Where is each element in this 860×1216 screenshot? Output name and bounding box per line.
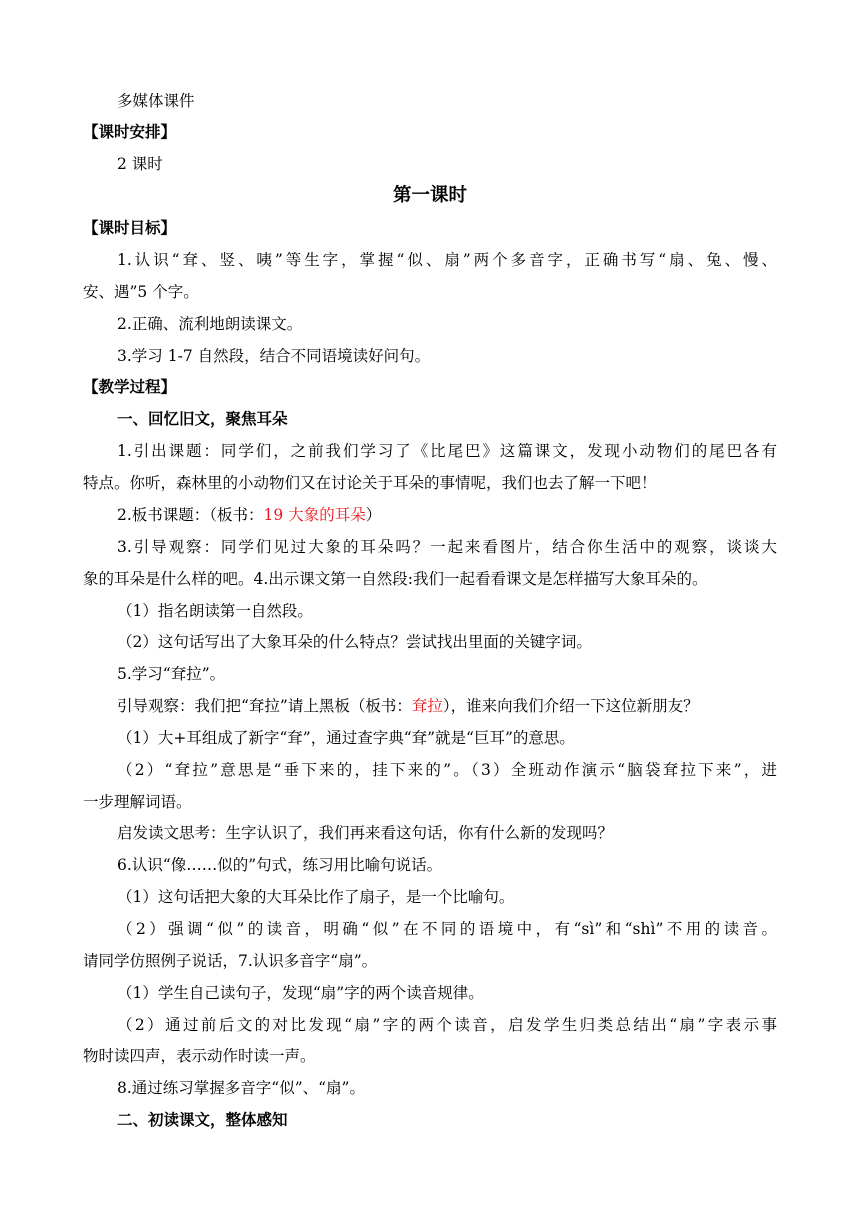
section-1-heading: 一、回忆旧文，聚焦耳朵 — [117, 409, 288, 428]
board-word-red: 耷拉 — [411, 697, 443, 715]
paragraph-5: （2）这句话写出了大象耳朵的什么特点？尝试找出里面的关键字词。 — [117, 633, 592, 651]
paragraph-3-line-1: 3.引导观察：同学们见过大象的耳朵吗？一起来看图片，结合你生活中的观察，谈谈大 — [117, 538, 777, 556]
paragraph-2-prefix: 2.板书课题：（板书： — [117, 506, 264, 524]
paragraph-9-line-1: （2）“耷拉”意思是“垂下来的，挂下来的”。（3）全班动作演示“脑袋耷拉下来”，进 — [117, 761, 777, 779]
goal-2: 2.正确、流利地朗读课文。 — [117, 315, 303, 333]
schedule-heading: 【课时安排】 — [83, 122, 177, 141]
schedule-text: 2 课时 — [117, 155, 163, 173]
paragraph-6: 5.学习“耷拉”。 — [117, 665, 226, 683]
paragraph-14: （1）学生自己读句子，发现“扇”字的两个读音规律。 — [117, 984, 484, 1002]
paragraph-7-suffix: ），谁来向我们介绍一下这位新朋友？ — [442, 697, 699, 715]
paragraph-12: （1）这句话把大象的大耳朵比作了扇子，是一个比喻句。 — [117, 888, 515, 906]
paragraph-4: （1）指名朗读第一自然段。 — [117, 602, 313, 620]
paragraph-10: 启发读文思考：生字认识了，我们再来看这句话，你有什么新的发现吗？ — [117, 824, 614, 842]
paragraph-2 — [0, 504, 860, 526]
paragraph-3-line-2: 象的耳朵是什么样的吧。4.出示课文第一自然段:我们一起看看课文是怎样描写大象耳朵的。 — [83, 570, 708, 588]
paragraph-1-line-2: 特点。你听，森林里的小动物们又在讨论关于耳朵的事情呢，我们也去了解一下吧！ — [83, 474, 657, 492]
paragraph-16: 8.通过练习掌握多音字“似”、“扇”。 — [117, 1079, 365, 1097]
paragraph-15-line-1: （2）通过前后文的对比发现“扇”字的两个读音，启发学生归类总结出“扇”字表示事 — [117, 1016, 777, 1034]
paragraph-15-line-2: 物时读四声，表示动作时读一声。 — [83, 1047, 316, 1065]
board-title-red: 19 大象的耳朵 — [263, 506, 366, 524]
materials-text: 多媒体课件 — [117, 92, 195, 110]
goals-heading: 【课时目标】 — [83, 218, 177, 237]
paragraph-13-line-1: （2）强调“似”的读音，明确“似”在不同的语境中，有“sì”和“shì”不用的读音。 — [117, 920, 777, 938]
goal-1-line-2: 安、遇”5 个字。 — [83, 283, 199, 301]
paragraph-2-suffix: ） — [365, 506, 382, 524]
paragraph-13-line-2: 请同学仿照例子说话，7.认识多音字“扇”。 — [83, 952, 378, 970]
lesson-title: 第一课时 — [392, 185, 467, 206]
goal-1-line-1: 1.认识“耷、竖、咦”等生字，掌握“似、扇”两个多音字，正确书写“扇、兔、慢、 — [117, 251, 777, 269]
paragraph-1-line-1: 1.引出课题：同学们，之前我们学习了《比尾巴》这篇课文，发现小动物们的尾巴各有 — [117, 442, 777, 460]
process-heading: 【教学过程】 — [83, 377, 177, 396]
paragraph-7 — [0, 695, 860, 717]
paragraph-8: （1）大+耳组成了新字“耷”，通过查字典“耷”就是“巨耳”的意思。 — [117, 729, 575, 747]
paragraph-11: 6.认识“像……似的”句式，练习用比喻句说话。 — [117, 856, 443, 874]
paragraph-7-prefix: 引导观察：我们把“耷拉”请上黑板（板书： — [117, 697, 412, 715]
paragraph-9-line-2: 一步理解词语。 — [83, 793, 192, 811]
goal-3: 3.学习 1-7 自然段，结合不同语境读好问句。 — [117, 347, 431, 365]
section-2-heading: 二、初读课文，整体感知 — [117, 1110, 288, 1129]
